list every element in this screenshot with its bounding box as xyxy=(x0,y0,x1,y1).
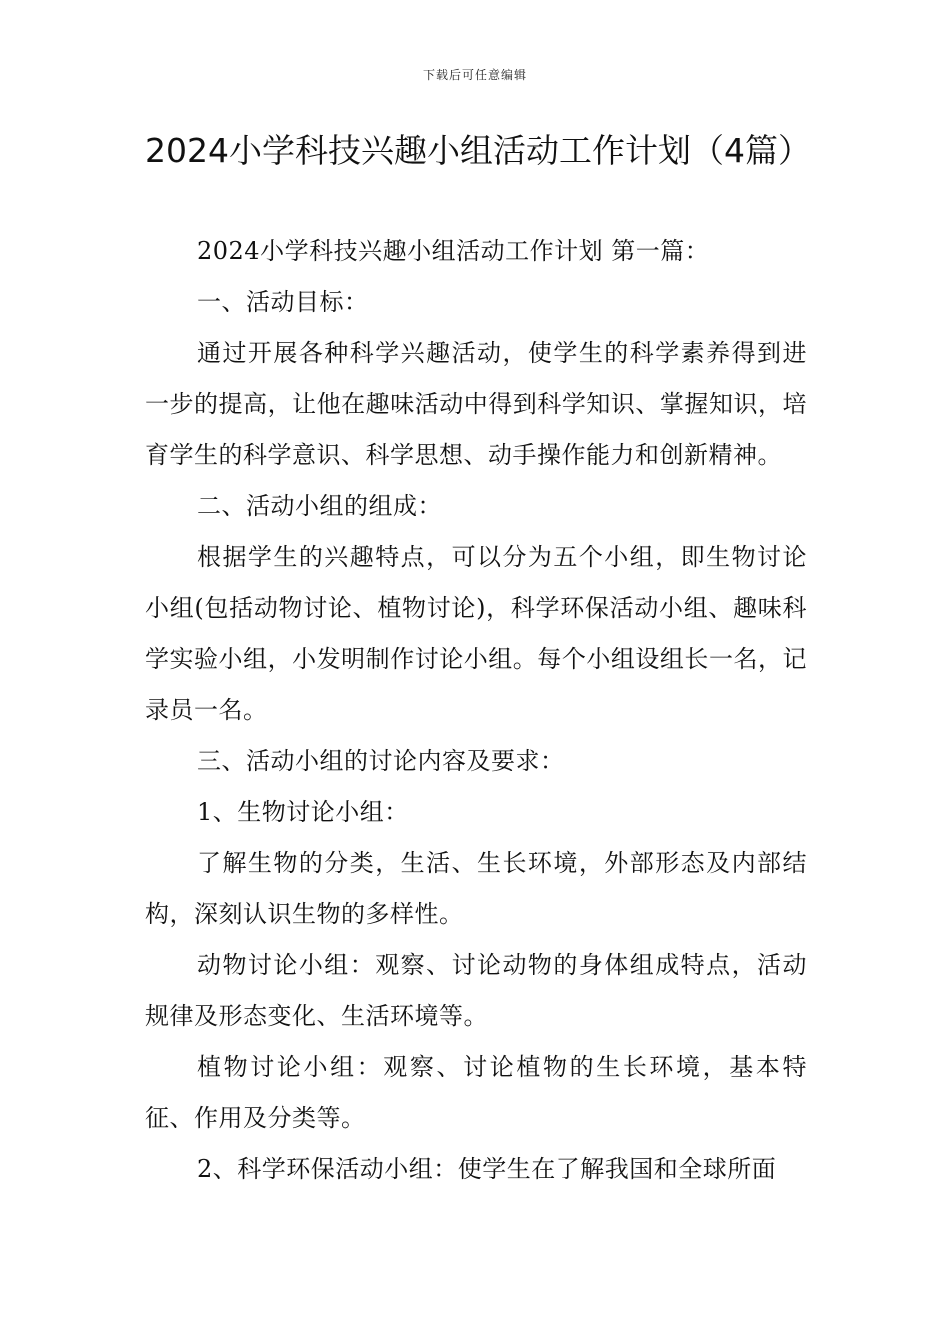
paragraph: 根据学生的兴趣特点，可以分为五个小组，即生物讨论小组(包括动物讨论、植物讨论)，科学环保活动小组、趣味科学实验小组，小发明制作讨论小组。每个小组设组长一名，记录员一名。 xyxy=(145,543,807,724)
section-heading: 一、活动目标： xyxy=(197,288,369,316)
section-heading: 二、活动小组的组成： xyxy=(197,492,442,520)
paragraph: 动物讨论小组：观察、讨论动物的身体组成特点，活动规律及形态变化、生活环境等。 xyxy=(145,951,807,1030)
paragraph: 植物讨论小组：观察、讨论植物的生长环境，基本特征、作用及分类等。 xyxy=(145,1053,807,1132)
document-title: 2024小学科技兴趣小组活动工作计划（4篇） xyxy=(145,131,811,170)
paragraph: 通过开展各种科学兴趣活动，使学生的科学素养得到进一步的提高，让他在趣味活动中得到科学知识、掌握知识，培育学生的科学意识、科学思想、动手操作能力和创新精神。 xyxy=(145,339,807,469)
paragraph: 了解生物的分类，生活、生长环境，外部形态及内部结构，深刻认识生物的多样性。 xyxy=(145,849,807,928)
document-body xyxy=(145,226,807,1195)
section-heading: 2024小学科技兴趣小组活动工作计划 第一篇： xyxy=(197,237,710,265)
header-note: 下载后可任意编辑 xyxy=(422,68,527,82)
section-heading: 三、活动小组的讨论内容及要求： xyxy=(197,747,565,775)
paragraph: 2、科学环保活动小组：使学生在了解我国和全球所面 xyxy=(197,1155,777,1183)
subsection-heading: 1、生物讨论小组： xyxy=(197,798,409,826)
